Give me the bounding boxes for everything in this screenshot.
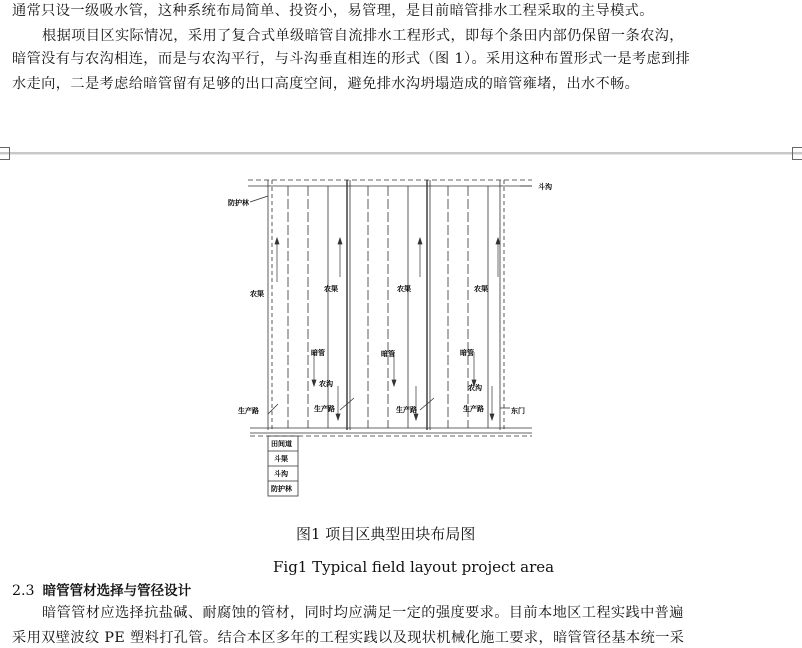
label-sheng-chan-lu-1: 生产路: [238, 406, 259, 415]
page-corner-marker-right: [792, 147, 802, 160]
label-sheng-chan-lu-4: 生产路: [463, 404, 484, 413]
label-dou-gou-top: 斗沟: [538, 182, 552, 191]
label-nong-gou-1: 农沟: [319, 379, 333, 388]
label-nong-qu-4: 农渠: [474, 284, 488, 293]
figure-caption-chinese: 图1 项目区典型田块布局图: [296, 525, 476, 543]
label-an-guan-3: 暗管: [460, 348, 474, 357]
label-dou-gou-bottom: 斗沟: [274, 469, 288, 478]
page-break-rule: [0, 152, 802, 155]
section-title: 暗管管材选择与管径设计: [42, 583, 192, 599]
label-an-guan-1: 暗管: [311, 348, 325, 357]
page-break-divider: [0, 152, 802, 155]
label-an-guan-2: 暗管: [381, 349, 395, 358]
field-layout-diagram: [220, 172, 560, 502]
label-fang-hu-lin-top: 防护林: [228, 198, 249, 207]
paragraph-line: 水走向，二是考虑给暗管留有足够的出口高度空间，避免排水沟坍塌造成的暗管雍堵，出水不畅。: [12, 76, 640, 92]
label-fang-hu-lin-bottom: 防护林: [271, 484, 292, 493]
paragraph-line: 暗管管材应选择抗盐碱、耐腐蚀的管材，同时均应满足一定的强度要求。目前本地区工程实践中普遍: [42, 605, 684, 621]
label-nong-qu-3: 农渠: [397, 284, 411, 293]
label-sheng-chan-lu-2: 生产路: [314, 404, 335, 413]
label-dou-qu: 斗渠: [274, 454, 288, 463]
label-nong-qu-2: 农渠: [324, 284, 338, 293]
leader-line: [268, 404, 278, 414]
field-layout-figure: [220, 172, 560, 502]
section-number: 2.3: [12, 583, 35, 599]
label-nong-qu-1: 农渠: [250, 289, 264, 298]
paragraph-line: 采用双壁波纹 PE 塑料打孔管。结合本区多年的工程实践以及现状机械化施工要求，暗管管径基本统一采: [12, 630, 685, 646]
label-sheng-chan-lu-3: 生产路: [396, 405, 417, 414]
page-corner-marker-left: [0, 147, 10, 160]
paragraph-line: 暗管没有与农沟相连，而是与农沟平行，与斗沟垂直相连的形式（图 1）。采用这种布置形式一是考虑到排: [12, 51, 691, 67]
section-heading: [12, 579, 191, 599]
label-nong-gou-2: 农沟: [468, 383, 482, 392]
leader-line: [250, 196, 268, 202]
label-dong-men: 东门: [511, 406, 525, 415]
paragraph-line: 通常只设一级吸水管，这种系统布局简单、投资小，易管理，是目前暗管排水工程采取的主导模式。: [12, 3, 654, 19]
figure-caption-english: Fig1 Typical field layout project area: [273, 558, 555, 576]
label-tian-jian-dao: 田间道: [271, 439, 292, 448]
paragraph-line: 根据项目区实际情况，采用了复合式单级暗管自流排水工程形式，即每个条田内部仍保留一条农沟，: [42, 28, 684, 44]
